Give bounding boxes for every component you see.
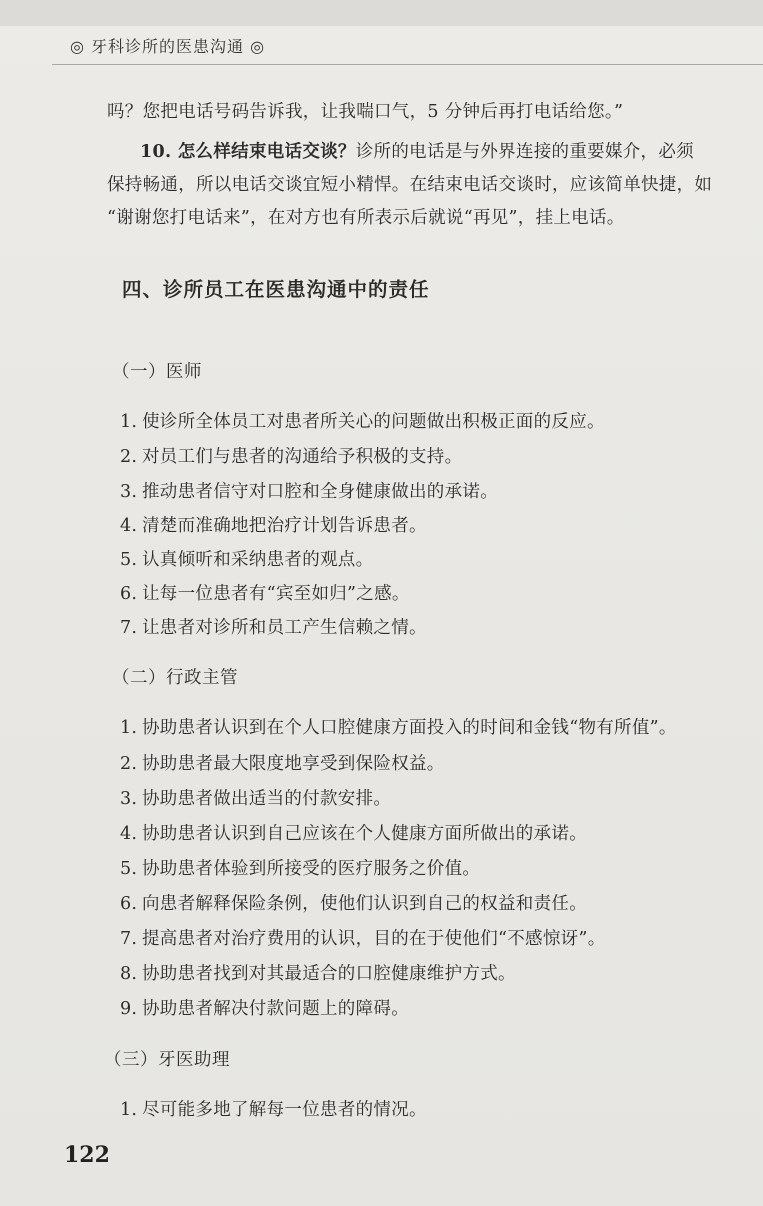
list-item-text: 协助患者认识到自己应该在个人健康方面所做出的承诺。	[142, 824, 587, 844]
page-number: 122	[64, 1142, 110, 1168]
list-item-number: 4.	[120, 824, 138, 844]
list-item	[120, 890, 587, 915]
list-item-number: 7.	[120, 618, 138, 638]
list-item-text: 协助患者体验到所接受的医疗服务之价值。	[142, 859, 481, 879]
running-header: ◎ 牙科诊所的医患沟通 ◎	[70, 37, 266, 56]
list-item	[120, 785, 391, 810]
list-item-number: 3.	[120, 482, 138, 502]
list-item-text: 推动患者信守对口腔和全身健康做出的承诺。	[142, 482, 498, 502]
list-item	[120, 443, 462, 468]
list-item-text: 认真倾听和采纳患者的观点。	[142, 550, 374, 570]
list-item-text: 使诊所全体员工对患者所关心的问题做出积极正面的反应。	[142, 412, 605, 432]
paragraph-line: “谢谢您打电话来”，在对方也有所表示后就说“再见”，挂上电话。	[107, 208, 625, 228]
list-item-text: 让患者对诊所和员工产生信赖之情。	[142, 618, 427, 638]
list-item-text: 尽可能多地了解每一位患者的情况。	[142, 1100, 427, 1120]
list-item	[120, 995, 409, 1020]
paragraph-line: 保持畅通，所以电话交谈宜短小精悍。在结束电话交谈时，应该简单快捷，如	[107, 175, 713, 195]
list-item-number: 6.	[120, 894, 138, 914]
list-item	[120, 478, 498, 503]
list-item	[120, 960, 516, 985]
section-title: 四、诊所员工在医患沟通中的责任	[122, 278, 430, 301]
subsection-heading-doctor: （一）医师	[112, 362, 202, 382]
list-item-number: 3.	[120, 789, 138, 809]
list-item	[120, 546, 373, 571]
list-item-text: 让每一位患者有“宾至如归”之感。	[142, 584, 410, 604]
list-item-number: 5.	[120, 859, 138, 879]
list-item	[120, 1096, 427, 1121]
list-item	[120, 855, 480, 880]
list-item-text: 协助患者做出适当的付款安排。	[142, 789, 392, 809]
list-item-number: 1.	[120, 1100, 138, 1120]
list-item-text: 协助患者解决付款问题上的障碍。	[142, 999, 409, 1019]
list-item	[120, 750, 445, 775]
list-item-text: 提高患者对治疗费用的认识，目的在于使他们“不感惊讶”。	[142, 929, 606, 949]
list-item	[120, 925, 606, 950]
list-item-number: 1.	[120, 718, 138, 738]
list-item	[120, 614, 427, 639]
list-item-text: 向患者解释保险条例，使他们认识到自己的权益和责任。	[142, 894, 587, 914]
list-item-number: 9.	[120, 999, 138, 1019]
list-item-number: 5.	[120, 550, 138, 570]
list-item-text: 协助患者认识到在个人口腔健康方面投入的时间和金钱“物有所值”。	[142, 718, 677, 738]
subsection-heading-assistant: （三）牙医助理	[104, 1050, 230, 1070]
list-item	[120, 714, 677, 739]
list-item-number: 2.	[120, 754, 138, 774]
list-item-number: 7.	[120, 929, 138, 949]
list-item	[120, 580, 410, 605]
question-10-title: 10. 怎么样结束电话交谈？	[140, 142, 356, 162]
subsection-heading-admin: （二）行政主管	[112, 668, 238, 688]
question-10-line	[140, 138, 694, 163]
list-item	[120, 512, 427, 537]
list-item-number: 1.	[120, 412, 138, 432]
list-item-text: 对员工们与患者的沟通给予积极的支持。	[142, 447, 463, 467]
header-divider	[52, 64, 763, 65]
list-item	[120, 820, 587, 845]
list-item	[120, 408, 605, 433]
page-top-shadow	[0, 0, 763, 26]
paragraph-line: 吗？您把电话号码告诉我，让我喘口气，5 分钟后再打电话给您。”	[107, 102, 624, 122]
question-10-text: 诊所的电话是与外界连接的重要媒介，必须	[355, 142, 694, 162]
list-item-text: 清楚而准确地把治疗计划告诉患者。	[142, 516, 427, 536]
list-item-text: 协助患者最大限度地享受到保险权益。	[142, 754, 445, 774]
list-item-number: 2.	[120, 447, 138, 467]
list-item-text: 协助患者找到对其最适合的口腔健康维护方式。	[142, 964, 516, 984]
list-item-number: 6.	[120, 584, 138, 604]
list-item-number: 8.	[120, 964, 138, 984]
list-item-number: 4.	[120, 516, 138, 536]
